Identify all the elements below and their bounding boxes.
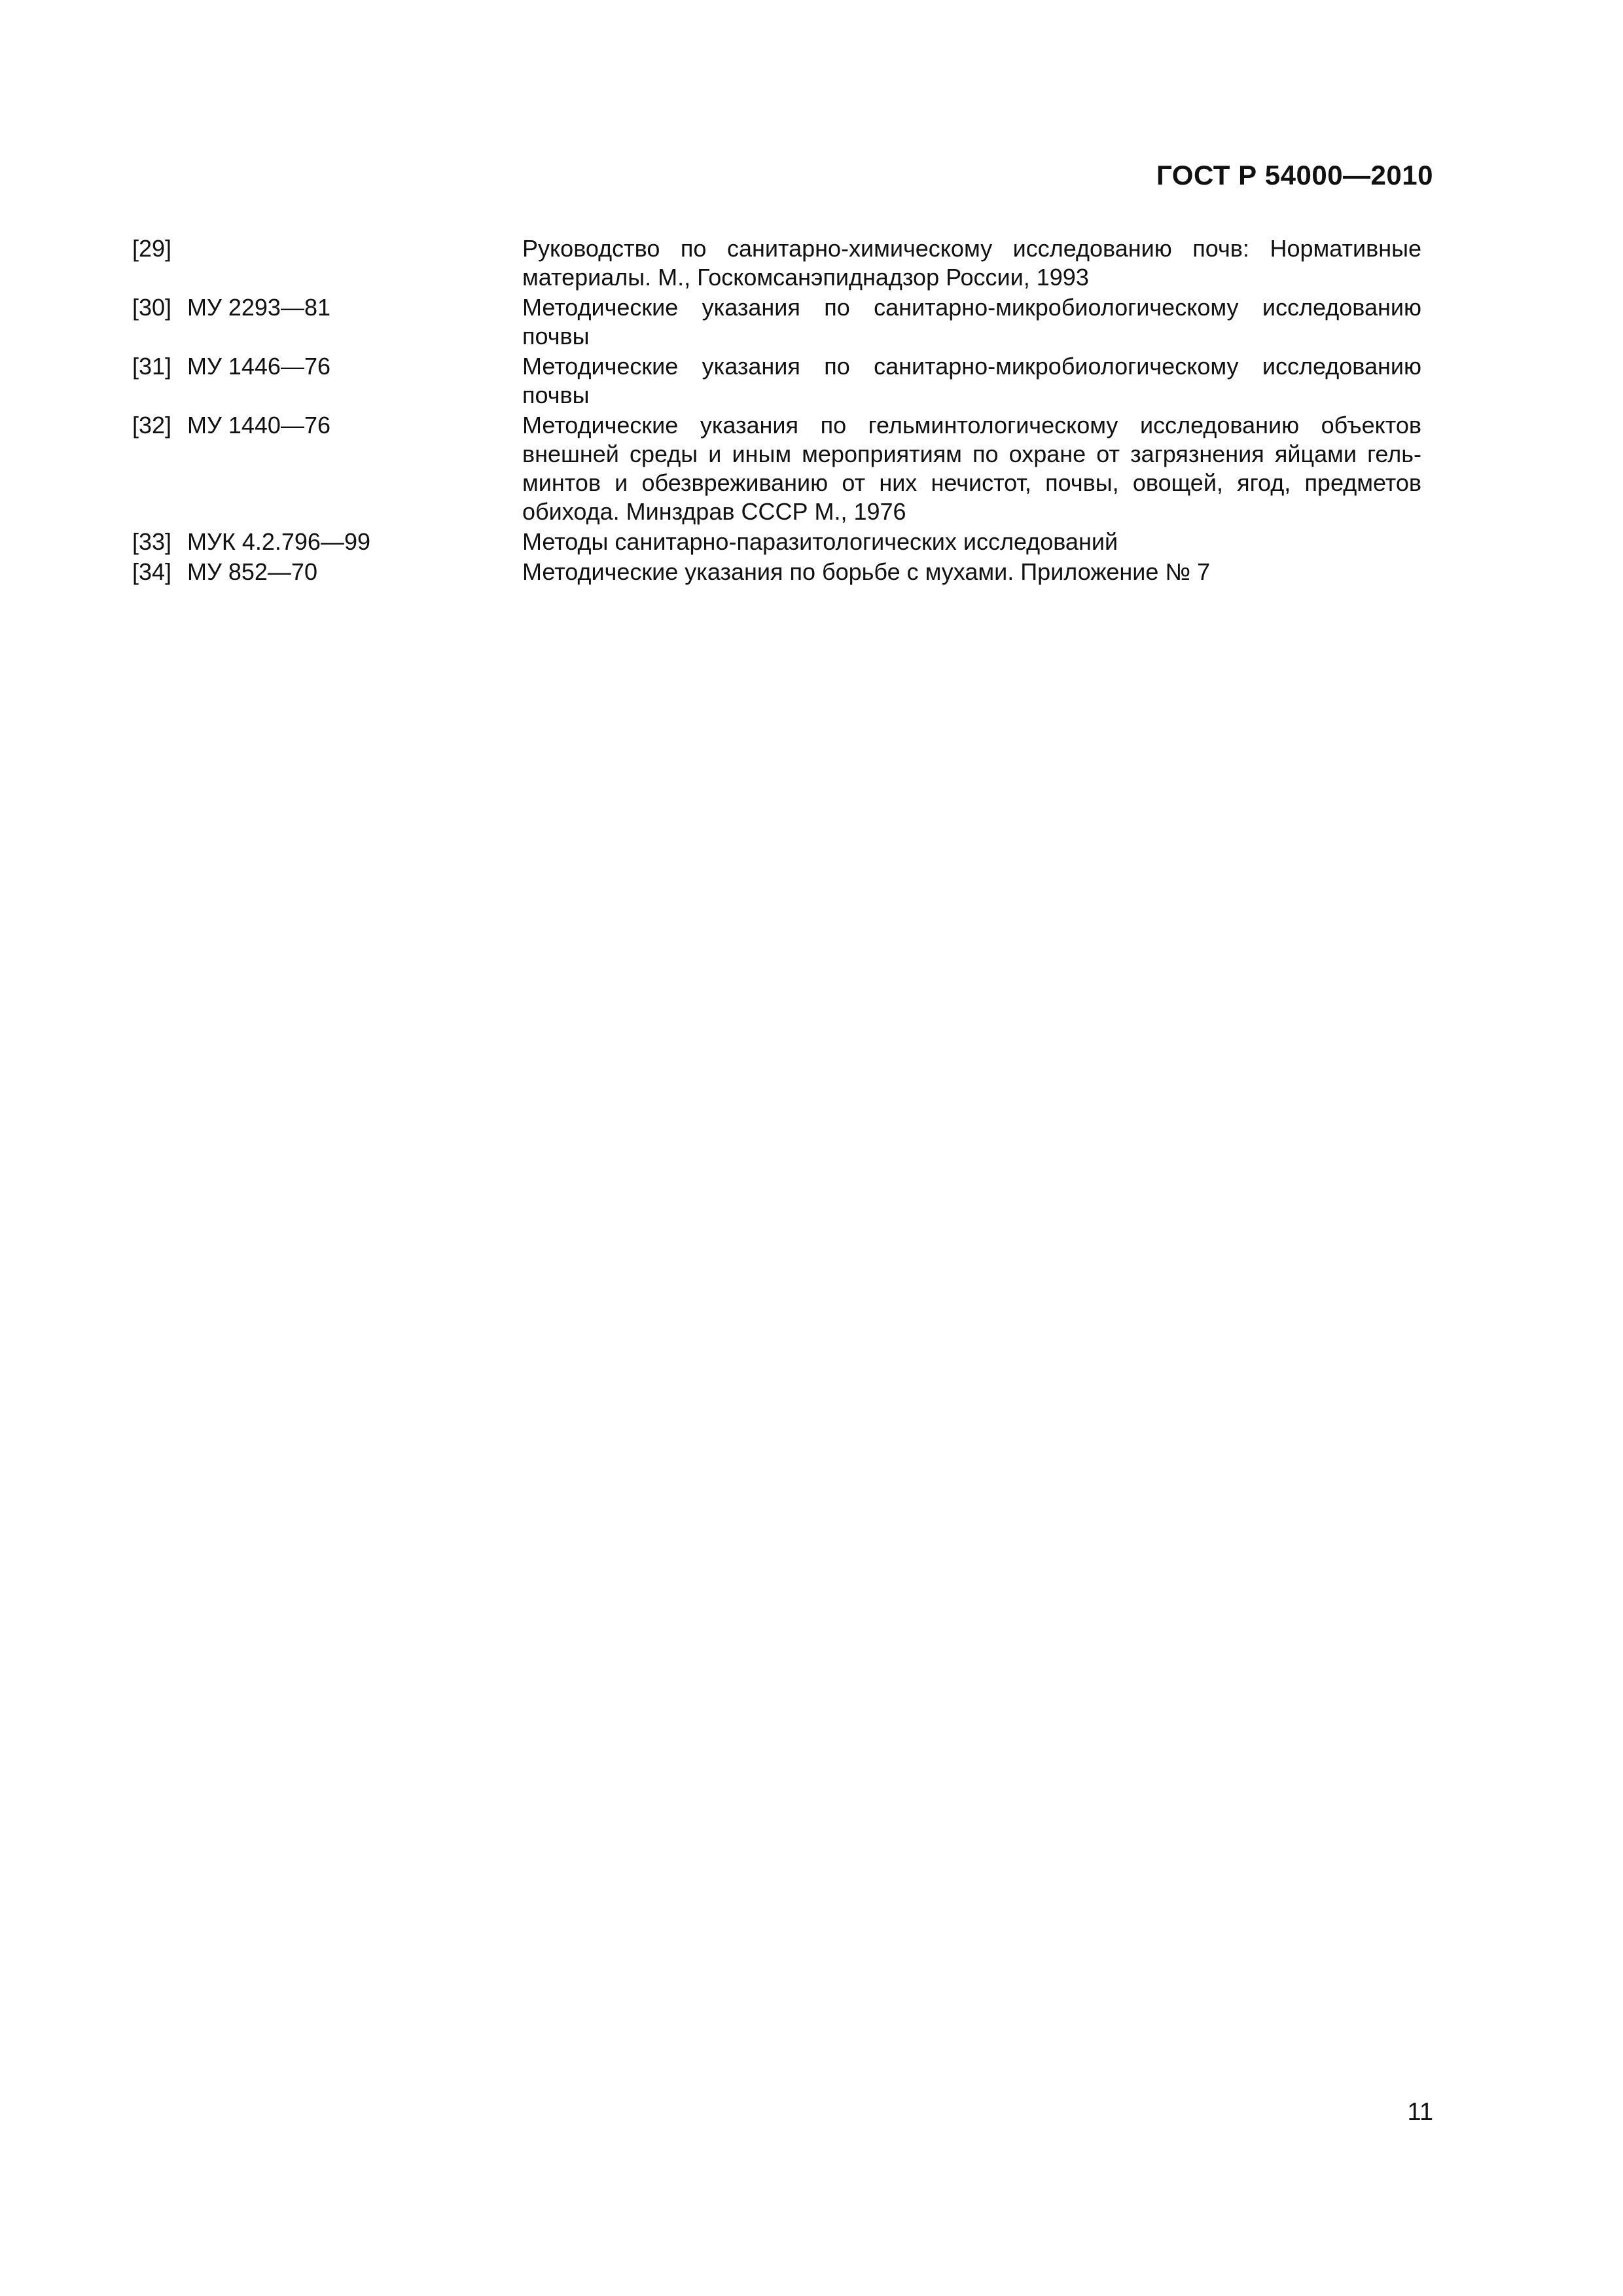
entry-title: Методы санитарно-паразитологических исследований: [522, 528, 1118, 555]
bibliography-entry: [132, 234, 1421, 292]
bibliography-entry: [132, 411, 1421, 526]
entry-code: МУ 1440—76: [187, 412, 330, 439]
bibliography-entry: [132, 293, 1421, 351]
bibliography-list: [132, 234, 1421, 588]
entry-number: [33]: [132, 528, 172, 555]
bibliography-entry: [132, 558, 1421, 586]
entry-number: [31]: [132, 353, 172, 380]
entry-identifier: [132, 558, 522, 586]
page-number: 11: [1407, 2098, 1433, 2126]
entry-title: Руководство по санитарно-химическому исследованию почв: Нормативные материалы. М., Госкомсанэпиднадзор России, 1993: [522, 235, 1421, 291]
entry-title: Методические указания по гельминтологическому исследованию объектов внешней среды и иным мероприятиям по охране от загрязнения яйцами гель-минтов и обезвреживанию от них нечистот, почвы, овощей, ягод, предметов обихода. Минздрав СССР М., 1976: [522, 412, 1421, 525]
entry-code: МУ 2293—81: [187, 294, 330, 321]
entry-identifier: [132, 234, 522, 263]
entry-code: МУ 1446—76: [187, 353, 330, 380]
entry-identifier: [132, 293, 522, 322]
entry-code: МУК 4.2.796—99: [187, 528, 370, 555]
entry-code: [187, 234, 522, 263]
entry-number: [29]: [132, 235, 172, 262]
entry-number: [32]: [132, 412, 172, 439]
entry-title: Методические указания по санитарно-микробиологическому исследованию почвы: [522, 353, 1421, 408]
entry-title: Методические указания по борьбе с мухами. Приложение № 7: [522, 558, 1211, 585]
entry-number: [30]: [132, 294, 172, 321]
entry-code: МУ 852—70: [187, 558, 317, 585]
entry-identifier: [132, 352, 522, 381]
standard-designation: ГОСТ Р 54000—2010: [1156, 160, 1433, 190]
bibliography-entry: [132, 528, 1421, 556]
entry-title: Методические указания по санитарно-микробиологическому исследованию почвы: [522, 294, 1421, 350]
bibliography-entry: [132, 352, 1421, 410]
entry-identifier: [132, 528, 522, 556]
entry-identifier: [132, 411, 522, 440]
entry-number: [34]: [132, 558, 172, 585]
